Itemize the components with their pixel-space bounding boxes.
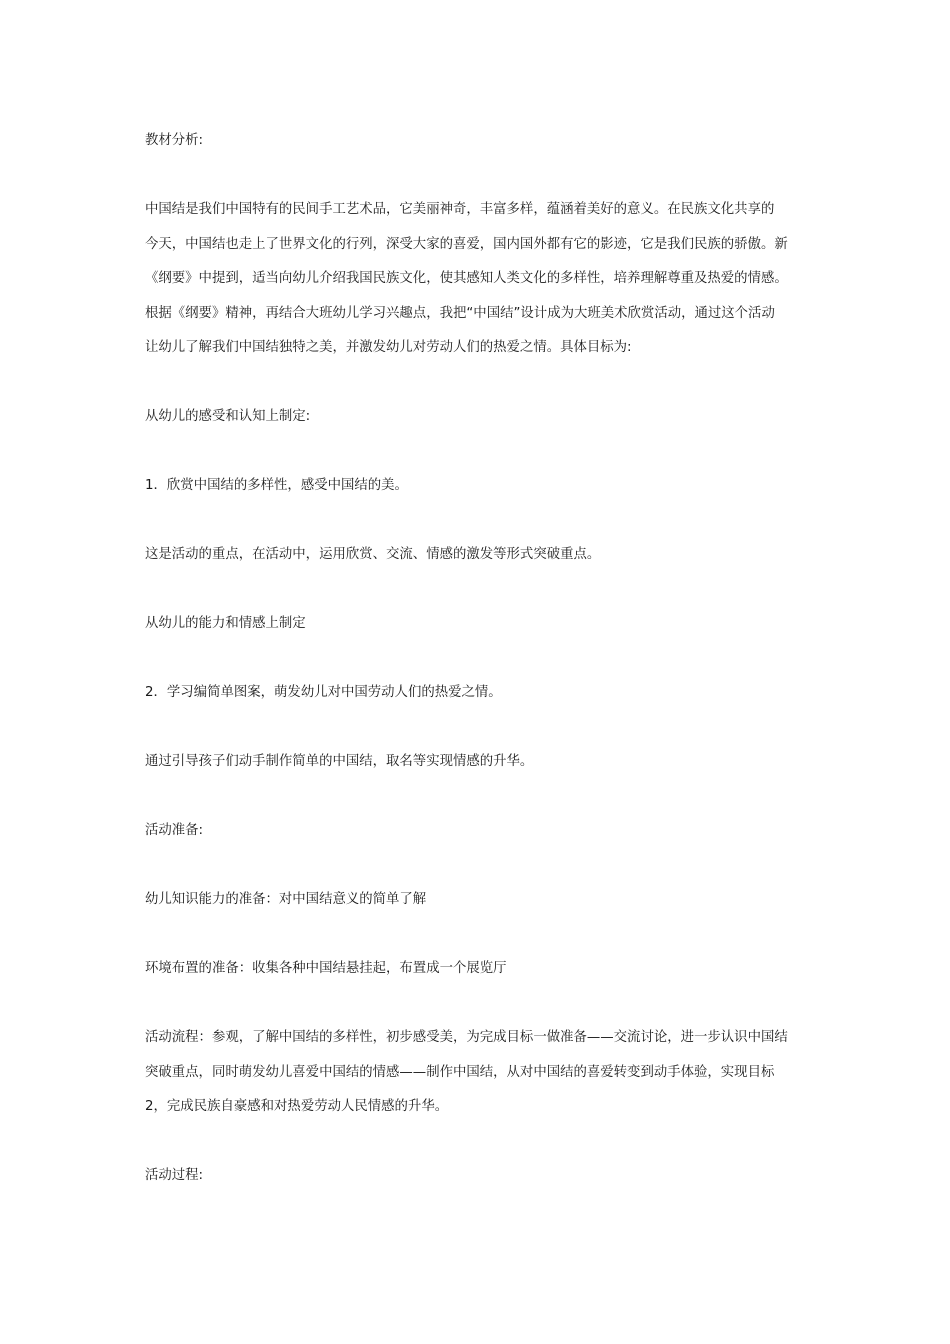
paragraph-gap: [145, 642, 811, 677]
intro-line: 今天，中国结也走上了世界文化的行列，深受大家的喜爱，国内国外都有它的影迹，它是我们民族的骄傲。新: [145, 236, 788, 252]
paragraph-gap: [145, 435, 811, 470]
document-body: [145, 124, 811, 1194]
goal-1: 1．欣赏中国结的多样性，感受中国结的美。: [145, 478, 408, 493]
goal-2-note: 通过引导孩子们动手制作简单的中国结，取名等实现情感的升华。: [145, 754, 534, 769]
paragraph-gap: [145, 366, 811, 401]
paragraph-gap: [145, 159, 811, 194]
goal-1-note: 这是活动的重点，在活动中，运用欣赏、交流、情感的激发等形式突破重点。: [145, 547, 601, 562]
intro-line: 让幼儿了解我们中国结独特之美，并激发幼儿对劳动人们的热爱之情。具体目标为:: [145, 340, 632, 355]
goal-2: 2．学习编简单图案，萌发幼儿对中国劳动人们的热爱之情。: [145, 685, 502, 700]
paragraph-gap: [145, 573, 811, 608]
flow-paragraph: [145, 1021, 811, 1125]
flow-line: 2，完成民族自豪感和对热爱劳动人民情感的升华。: [145, 1099, 449, 1114]
paragraph-gap: [145, 918, 811, 953]
goal-intro-1: 从幼儿的感受和认知上制定:: [145, 409, 311, 424]
intro-paragraph: [145, 193, 811, 366]
intro-line: 根据《纲要》精神，再结合大班幼儿学习兴趣点，我把“中国结”设计成为大班美术欣赏活动，通过这个活动: [145, 305, 775, 321]
paragraph-gap: [145, 780, 811, 815]
paragraph-gap: [145, 987, 811, 1022]
heading-analysis: 教材分析:: [145, 133, 204, 148]
goal-intro-2: 从幼儿的能力和情感上制定: [145, 616, 306, 631]
prep-environment: 环境布置的准备：收集各种中国结悬挂起，布置成一个展览厅: [145, 961, 507, 976]
heading-preparation: 活动准备:: [145, 823, 204, 838]
flow-line: 活动流程：参观，了解中国结的多样性，初步感受美，为完成目标一做准备——交流讨论，进一步认识中国结: [145, 1030, 788, 1045]
intro-line: 中国结是我们中国特有的民间手工艺术品，它美丽神奇，丰富多样，蕴涵着美好的意义。在民族文化共享的: [145, 202, 775, 217]
flow-line: 突破重点，同时萌发幼儿喜爱中国结的情感——制作中国结，从对中国结的喜爱转变到动手体验，实现目标: [145, 1064, 775, 1080]
paragraph-gap: [145, 504, 811, 539]
intro-line: 《纲要》中提到，适当向幼儿介绍我国民族文化，使其感知人类文化的多样性，培养理解尊重及热爱的情感。: [145, 271, 788, 286]
prep-knowledge: 幼儿知识能力的准备：对中国结意义的简单了解: [145, 892, 427, 907]
paragraph-gap: [145, 1125, 811, 1160]
paragraph-gap: [145, 711, 811, 746]
paragraph-gap: [145, 849, 811, 884]
heading-process: 活动过程:: [145, 1168, 204, 1183]
